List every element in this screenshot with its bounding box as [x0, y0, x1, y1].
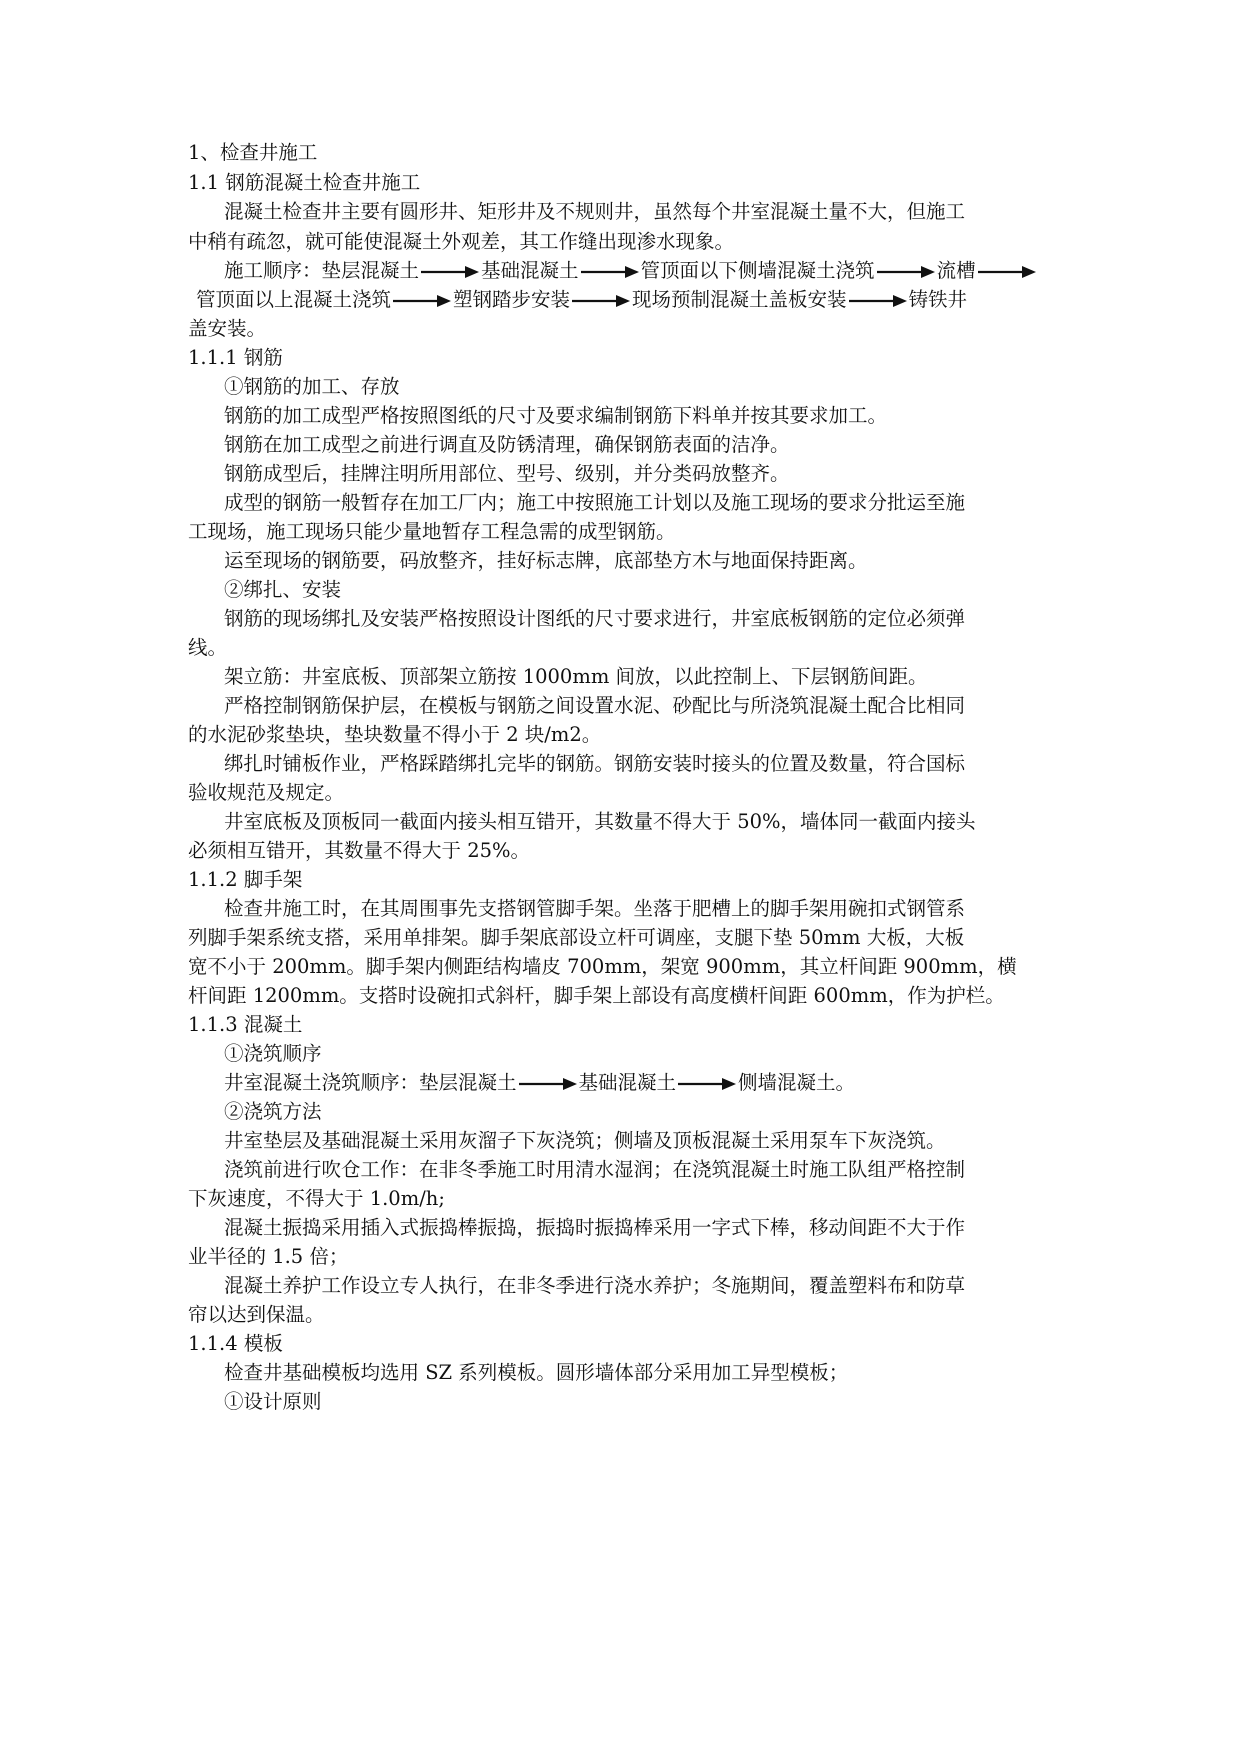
paragraph-line: 成型的钢筋一般暂存在加工厂内；施工中按照施工计划以及施工现场的要求分批运至施	[224, 491, 966, 514]
paragraph-line: 下灰速度，不得大于 1.0m/h;	[188, 1187, 445, 1210]
paragraph-line: 混凝土养护工作设立专人执行，在非冬季进行浇水养护；冬施期间，覆盖塑料布和防草	[224, 1274, 966, 1297]
sequence-step: 铸铁井	[908, 288, 968, 311]
construction-sequence-line-2	[196, 285, 967, 315]
sequence-step: 基础混凝土	[481, 259, 579, 282]
arrow-right-icon	[877, 265, 935, 279]
sequence-label: 施工顺序：	[224, 259, 322, 282]
section-heading-1-1-4: 1.1.4 模板	[188, 1332, 283, 1355]
paragraph-line: 浇筑前进行吹仓工作：在非冬季施工时用清水湿润；在浇筑混凝土时施工队组严格控制	[224, 1158, 966, 1181]
paragraph-line: 井室底板及顶板同一截面内接头相互错开，其数量不得大于 50%，墙体同一截面内接头	[224, 810, 976, 833]
arrow-right-icon	[978, 265, 1036, 279]
sequence-step: 流槽	[936, 259, 976, 282]
paragraph-line: 钢筋在加工成型之前进行调直及防锈清理，确保钢筋表面的洁净。	[224, 433, 790, 456]
subheading: ②浇筑方法	[224, 1100, 322, 1123]
subheading: ①浇筑顺序	[224, 1042, 322, 1065]
sequence-step: 基础混凝土	[578, 1071, 677, 1094]
paragraph-line: 必须相互错开，其数量不得大于 25%。	[188, 839, 531, 862]
paragraph-line: 中稍有疏忽，就可能使混凝土外观差，其工作缝出现渗水现象。	[188, 230, 735, 253]
sequence-step: 管顶面以下侧墙混凝土浇筑	[640, 259, 875, 282]
paragraph-line: 检查井基础模板均选用 SZ 系列模板。圆形墙体部分采用加工异型模板；	[224, 1361, 849, 1384]
paragraph-line: 工现场，施工现场只能少量地暂存工程急需的成型钢筋。	[188, 520, 676, 543]
paragraph-line: 线。	[188, 636, 228, 659]
paragraph-line: 验收规范及规定。	[188, 781, 345, 804]
sequence-step: 侧墙混凝土。	[738, 1071, 856, 1094]
paragraph-line: 帘以达到保温。	[188, 1303, 325, 1326]
arrow-right-icon	[421, 265, 479, 279]
section-heading-1-1-2: 1.1.2 脚手架	[188, 868, 303, 891]
section-heading-1: 1、检查井施工	[188, 141, 318, 164]
subheading: ②绑扎、安装	[224, 578, 342, 601]
arrow-right-icon	[849, 294, 907, 308]
arrow-right-icon	[678, 1077, 736, 1091]
section-heading-1-1-3: 1.1.3 混凝土	[188, 1013, 303, 1036]
paragraph-line: 杆间距 1200mm。支搭时设碗扣式斜杆，脚手架上部设有高度横杆间距 600mm，作为护栏。	[188, 984, 1005, 1007]
construction-sequence-line-3: 盖安装。	[188, 317, 267, 340]
paragraph-line: 混凝土振捣采用插入式振捣棒振捣，振捣时振捣棒采用一字式下棒，移动间距不大于作	[224, 1216, 966, 1239]
paragraph-line: 钢筋的加工成型严格按照图纸的尺寸及要求编制钢筋下料单并按其要求加工。	[224, 404, 888, 427]
subheading: ①设计原则	[224, 1390, 322, 1413]
sequence-label: 井室混凝土浇筑顺序：	[224, 1071, 420, 1094]
paragraph-line: 架立筋：井室底板、顶部架立筋按 1000mm 间放，以此控制上、下层钢筋间距。	[224, 665, 928, 688]
arrow-right-icon	[519, 1077, 577, 1091]
paragraph-line: 严格控制钢筋保护层，在模板与钢筋之间设置水泥、砂配比与所浇筑混凝土配合比相同	[224, 694, 966, 717]
paragraph-line: 混凝土检查井主要有圆形井、矩形井及不规则井，虽然每个井室混凝土量不大，但施工	[224, 200, 966, 223]
paragraph-line: 业半径的 1.5 倍；	[188, 1245, 349, 1268]
construction-sequence-line-1	[224, 256, 1038, 286]
paragraph-line: 井室垫层及基础混凝土采用灰溜子下灰浇筑；侧墙及顶板混凝土采用泵车下灰浇筑。	[224, 1129, 946, 1152]
arrow-right-icon	[393, 294, 451, 308]
paragraph-line: 列脚手架系统支搭，采用单排架。脚手架底部设立杆可调座，支腿下垫 50mm 大板，大板	[188, 926, 965, 949]
sequence-step: 垫层混凝土	[321, 259, 420, 282]
arrow-right-icon	[572, 294, 630, 308]
sequence-step: 现场预制混凝土盖板安装	[632, 288, 847, 311]
section-heading-1-1-1: 1.1.1 钢筋	[188, 346, 283, 369]
paragraph-line: 检查井施工时，在其周围事先支搭钢管脚手架。坐落于肥槽上的脚手架用碗扣式钢管系	[224, 897, 966, 920]
paragraph-line: 运至现场的钢筋要，码放整齐，挂好标志牌，底部垫方木与地面保持距离。	[224, 549, 868, 572]
sequence-step: 塑钢踏步安装	[453, 288, 571, 311]
subheading: ①钢筋的加工、存放	[224, 375, 400, 398]
paragraph-line: 绑扎时铺板作业，严格踩踏绑扎完毕的钢筋。钢筋安装时接头的位置及数量，符合国标	[224, 752, 966, 775]
section-heading-1-1: 1.1 钢筋混凝土检查井施工	[188, 171, 421, 194]
arrow-right-icon	[581, 265, 639, 279]
paragraph-line: 钢筋成型后，挂牌注明所用部位、型号、级别，并分类码放整齐。	[224, 462, 790, 485]
paragraph-line: 的水泥砂浆垫块，垫块数量不得小于 2 块/m2。	[188, 723, 602, 746]
sequence-step: 管顶面以上混凝土浇筑	[196, 288, 392, 311]
sequence-step: 垫层混凝土	[419, 1071, 517, 1094]
pouring-sequence-line	[224, 1068, 855, 1098]
paragraph-line: 宽不小于 200mm。脚手架内侧距结构墙皮 700mm，架宽 900mm，其立杆间距 900mm，横	[188, 955, 1017, 978]
paragraph-line: 钢筋的现场绑扎及安装严格按照设计图纸的尺寸要求进行，井室底板钢筋的定位必须弹	[224, 607, 966, 630]
